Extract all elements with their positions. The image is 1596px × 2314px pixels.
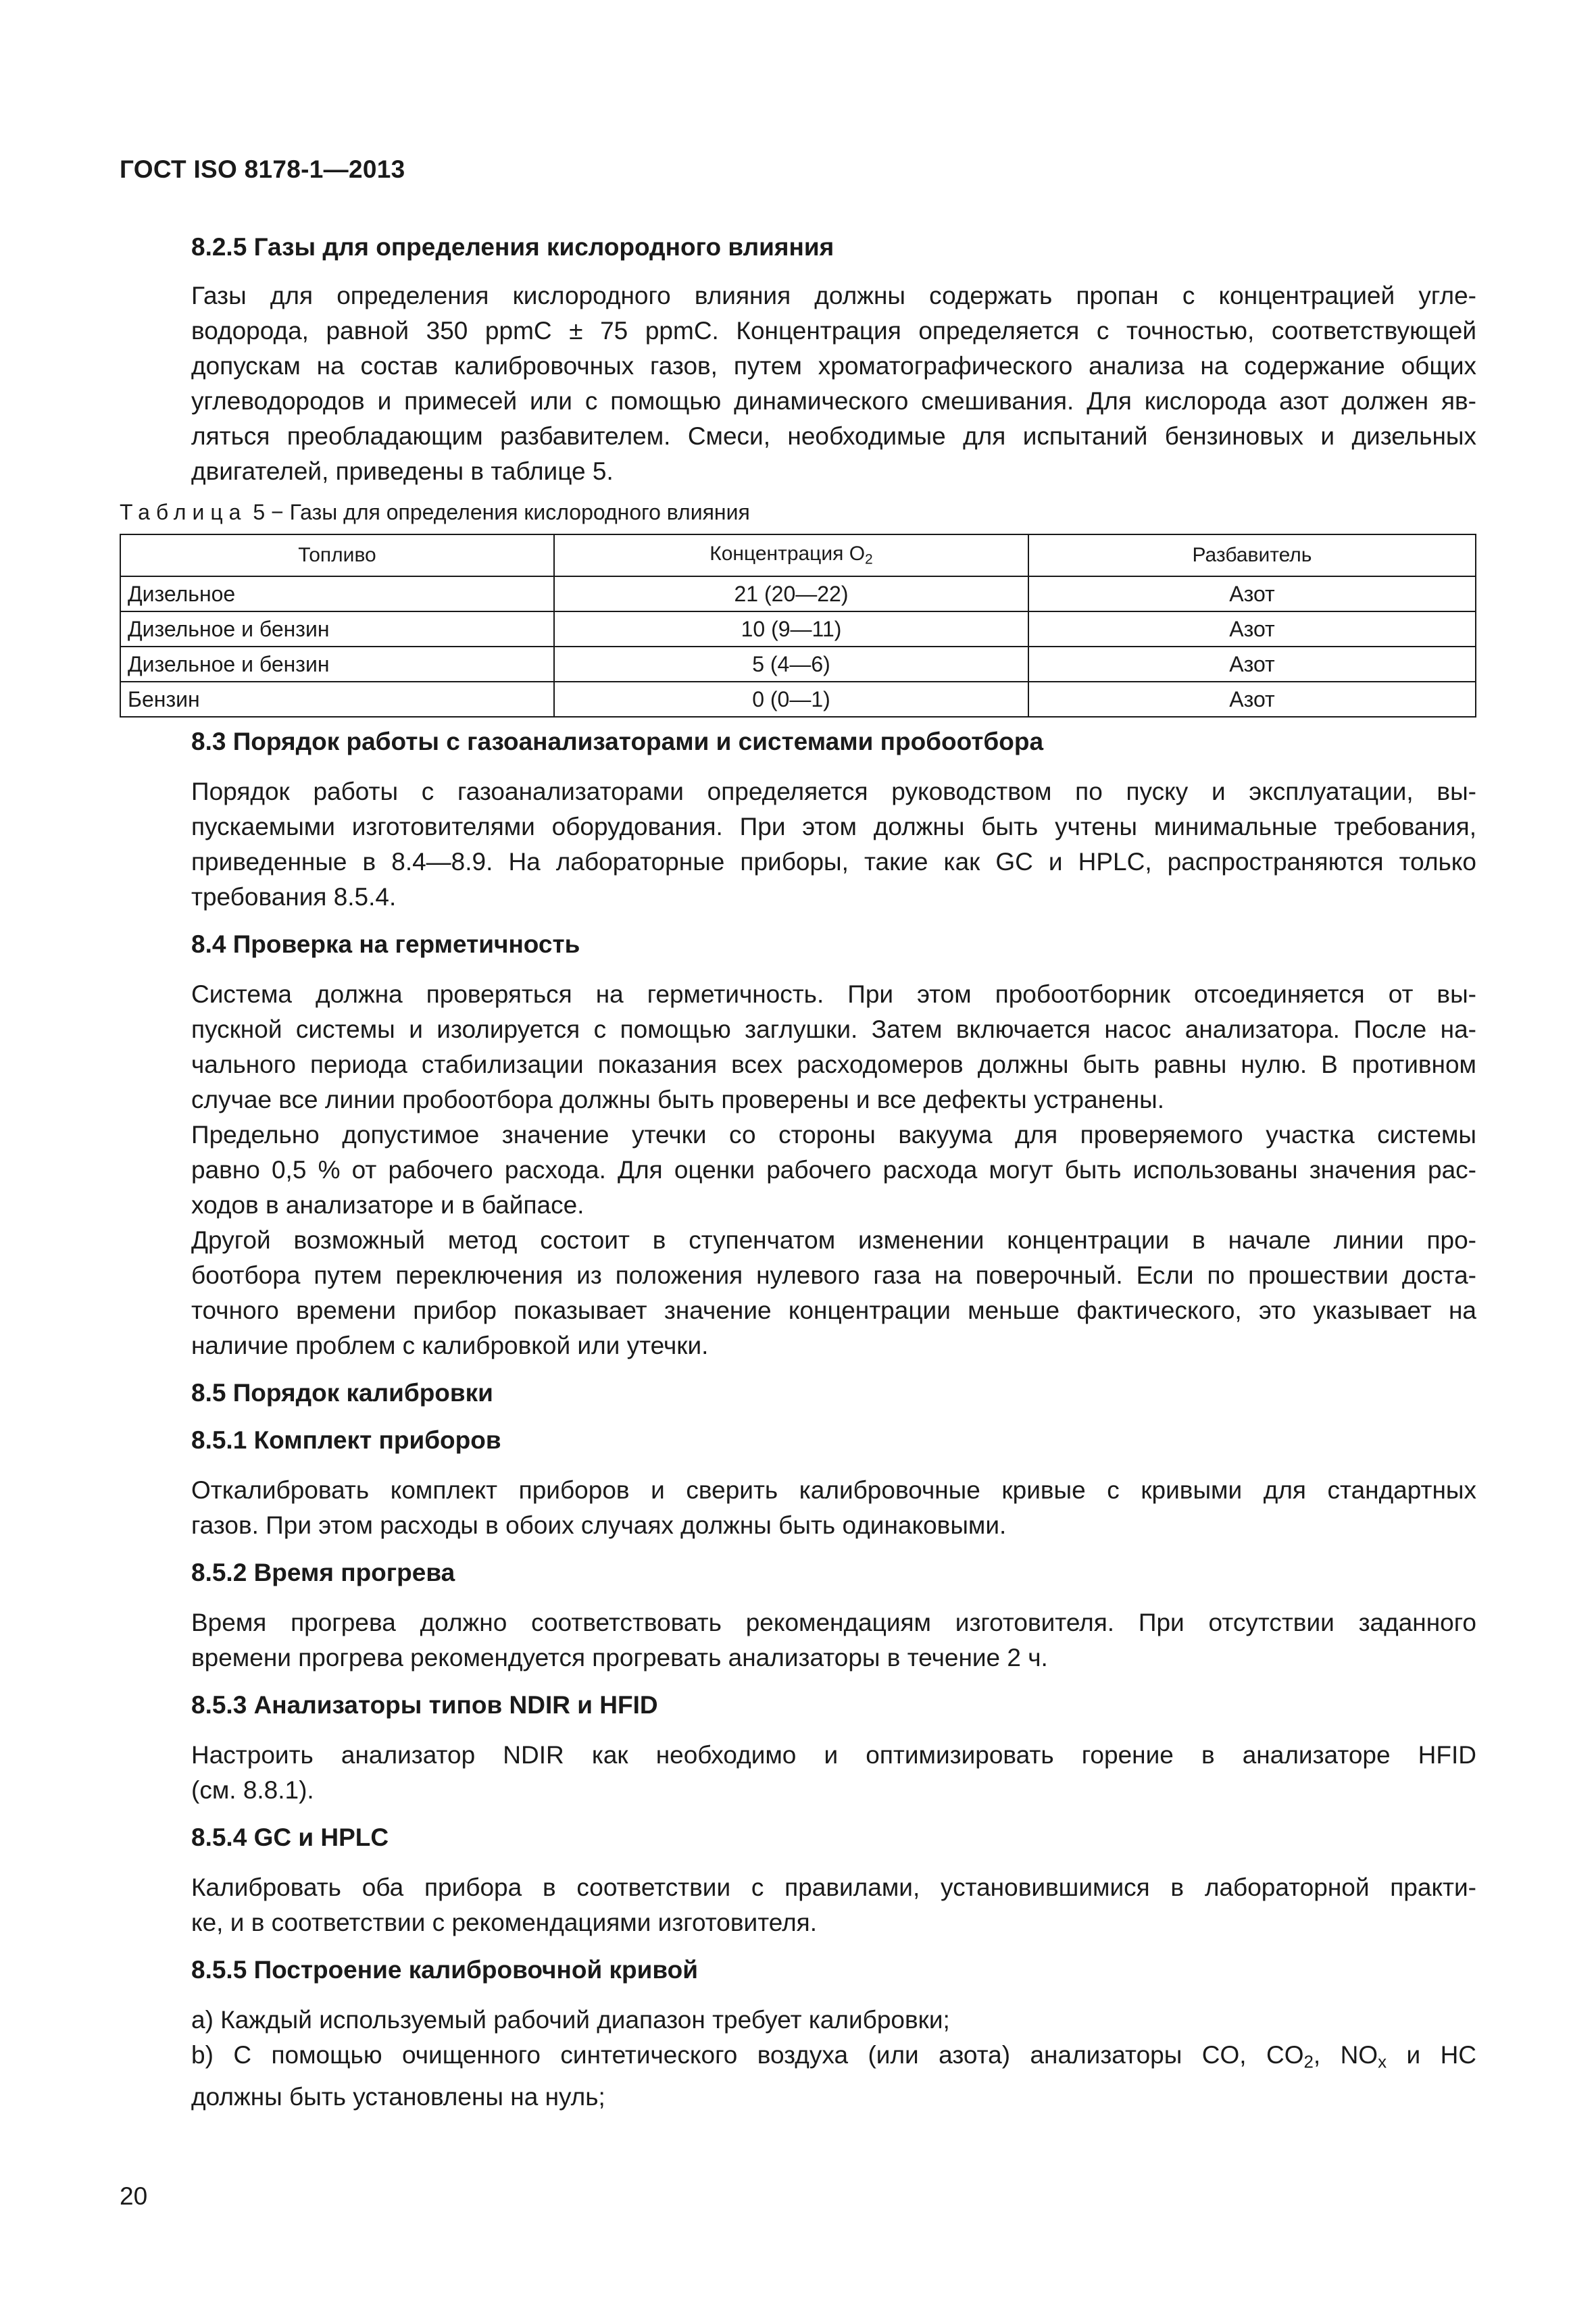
section-title-8-3: 8.3 Порядок работы с газоанализаторами и системами пробоотбора xyxy=(191,728,1044,755)
paragraph xyxy=(120,1605,1476,1676)
text-line xyxy=(120,2038,1476,2080)
text-line: Другой возможный метод состоит в ступенчатом изменении концентрации в начале линии про- xyxy=(191,1226,1476,1254)
column-header-fuel: Топливо xyxy=(120,534,554,576)
section-title-8-4: 8.4 Проверка на герметичность xyxy=(191,930,580,958)
text-line: углеводородов и примесей или с помощью динамического смешивания. Для кислорода азот должен яв- xyxy=(191,387,1476,415)
table-cell: 21 (20—22) xyxy=(554,576,1028,611)
text-line: точного времени прибор показывает значение концентрации меньше фактического, это указывает на xyxy=(191,1297,1476,1324)
text-line: пускаемыми изготовителями оборудования. При этом должны быть учтены минимальные требования, xyxy=(191,813,1476,840)
subscript: 2 xyxy=(1303,2053,1314,2072)
list-item-b xyxy=(120,2038,1476,2115)
table-caption xyxy=(120,500,750,525)
table-header-row xyxy=(120,534,1476,576)
text-line: Предельно допустимое значение утечки со стороны вакуума для проверяемого участка системы xyxy=(191,1121,1476,1149)
table-row xyxy=(120,647,1476,682)
text-line: ходов в анализаторе и в байпасе. xyxy=(191,1191,584,1219)
column-header-concentration xyxy=(554,534,1028,576)
text-line: равно 0,5 % от рабочего расхода. Для оценки рабочего расхода могут быть использованы значения рас- xyxy=(191,1156,1476,1184)
document-body xyxy=(120,724,1476,2115)
paragraph xyxy=(120,774,1476,915)
text-line: должны быть установлены на нуль; xyxy=(191,2083,605,2111)
text-line: (см. 8.8.1). xyxy=(191,1776,314,1804)
section-title: 8.2.5 Газы для определения кислородного влияния xyxy=(191,233,834,261)
text-line: Настроить анализатор NDIR как необходимо и оптимизировать горение в анализаторе HFID xyxy=(191,1741,1476,1769)
section-title-8-5-2: 8.5.2 Время прогрева xyxy=(191,1559,455,1586)
text-line: чального периода стабилизации показания всех расходомеров должны быть равны нулю. В противном xyxy=(191,1051,1476,1078)
table-row xyxy=(120,611,1476,647)
list-item-b-text: и HC xyxy=(1387,2041,1477,2069)
section-8-2-5 xyxy=(120,230,1476,489)
text-line: пускной системы и изолируется с помощью заглушки. Затем включается насос анализатора. После на- xyxy=(191,1015,1476,1043)
list-item-b-text: b) С помощью очищенного синтетического воздуха (или азота) анализаторы CO, CO xyxy=(191,2041,1304,2069)
text-line: Газы для определения кислородного влияния должны содержать пропан с концентрацией угле- xyxy=(191,282,1476,309)
section-title-8-5-5: 8.5.5 Построение калибровочной кривой xyxy=(191,1956,698,1984)
table-cell: Дизельное и бензин xyxy=(120,647,554,682)
text-line: Система должна проверяться на герметичность. При этом пробоотборник отсоединяется от вы- xyxy=(191,980,1476,1008)
page-number: 20 xyxy=(120,2182,148,2210)
column-header-diluent: Разбавитель xyxy=(1028,534,1476,576)
text-line: требования 8.5.4. xyxy=(191,883,397,911)
text-line: Откалибровать комплект приборов и сверить калибровочные кривые с кривыми для стандартных xyxy=(191,1476,1476,1504)
section-title-8-5: 8.5 Порядок калибровки xyxy=(191,1379,493,1407)
section-title-8-5-3: 8.5.3 Анализаторы типов NDIR и HFID xyxy=(191,1691,658,1719)
text-line: допускам на состав калибровочных газов, путем хроматографического анализа на содержание общих xyxy=(191,352,1476,380)
paragraph xyxy=(120,1117,1476,1223)
column-header-concentration-label: Концентрация O xyxy=(709,543,866,565)
text-line: случае все линии пробоотбора должны быть проверены и все дефекты устранены. xyxy=(191,1086,1165,1113)
paragraph xyxy=(120,1223,1476,1363)
table-cell: Азот xyxy=(1028,682,1476,717)
list-item-a: а) Каждый используемый рабочий диапазон требует калибровки; xyxy=(191,2006,950,2034)
section-title-8-5-1: 8.5.1 Комплект приборов xyxy=(191,1426,501,1454)
paragraph xyxy=(120,1738,1476,1808)
table-cell: Дизельное и бензин xyxy=(120,611,554,647)
text-line: водорода, равной 350 ppmC ± 75 ppmC. Концентрация определяется с точностью, соответствующей xyxy=(191,317,1476,345)
text-line: двигателей, приведены в таблице 5. xyxy=(191,457,614,485)
document-page xyxy=(120,0,1476,2314)
text-line: Время прогрева должно соответствовать рекомендациям изготовителя. При отсутствии заданного xyxy=(191,1609,1476,1636)
paragraph xyxy=(120,278,1476,489)
subscript: x xyxy=(1378,2053,1387,2072)
table-cell: 0 (0—1) xyxy=(554,682,1028,717)
table-cell: 5 (4—6) xyxy=(554,647,1028,682)
text-line: ке, и в соответствии с рекомендациями изготовителя. xyxy=(191,1909,817,1936)
paragraph xyxy=(120,1870,1476,1940)
text-line: боотбора путем переключения из положения нулевого газа на поверочный. Если по прошествии доста- xyxy=(191,1261,1476,1289)
table-caption-text: 5 − Газы для определения кислородного влияния xyxy=(253,500,750,524)
table-cell: 10 (9—11) xyxy=(554,611,1028,647)
text-line: газов. При этом расходы в обоих случаях должны быть одинаковыми. xyxy=(191,1511,1007,1539)
paragraph xyxy=(120,977,1476,1117)
list-item-b-text: , NO xyxy=(1313,2041,1378,2069)
table-row xyxy=(120,576,1476,611)
table-caption-prefix: Таблица xyxy=(120,500,247,524)
text-line: Калибровать оба прибора в соответствии с правилами, установившимися в лабораторной практи- xyxy=(191,1873,1476,1901)
table-cell: Дизельное xyxy=(120,576,554,611)
table-cell: Бензин xyxy=(120,682,554,717)
table-cell: Азот xyxy=(1028,576,1476,611)
section-title-8-5-4: 8.5.4 GC и HPLC xyxy=(191,1823,389,1851)
document-header: ГОСТ ISO 8178-1—2013 xyxy=(120,155,405,183)
table-row xyxy=(120,682,1476,717)
text-line: времени прогрева рекомендуется прогревать анализаторы в течение 2 ч. xyxy=(191,1644,1048,1671)
subscript: 2 xyxy=(865,551,873,568)
text-line: ляться преобладающим разбавителем. Смеси, необходимые для испытаний бензиновых и дизельных xyxy=(191,422,1476,450)
table-cell: Азот xyxy=(1028,647,1476,682)
gas-table xyxy=(120,534,1476,718)
paragraph xyxy=(120,1473,1476,1543)
text-line: Порядок работы с газоанализаторами определяется руководством по пуску и эксплуатации, вы- xyxy=(191,778,1476,805)
table-cell: Азот xyxy=(1028,611,1476,647)
text-line: наличие проблем с калибровкой или утечки. xyxy=(191,1332,709,1359)
text-line: приведенные в 8.4—8.9. На лабораторные приборы, такие как GC и HPLC, распространяются только xyxy=(191,848,1476,876)
